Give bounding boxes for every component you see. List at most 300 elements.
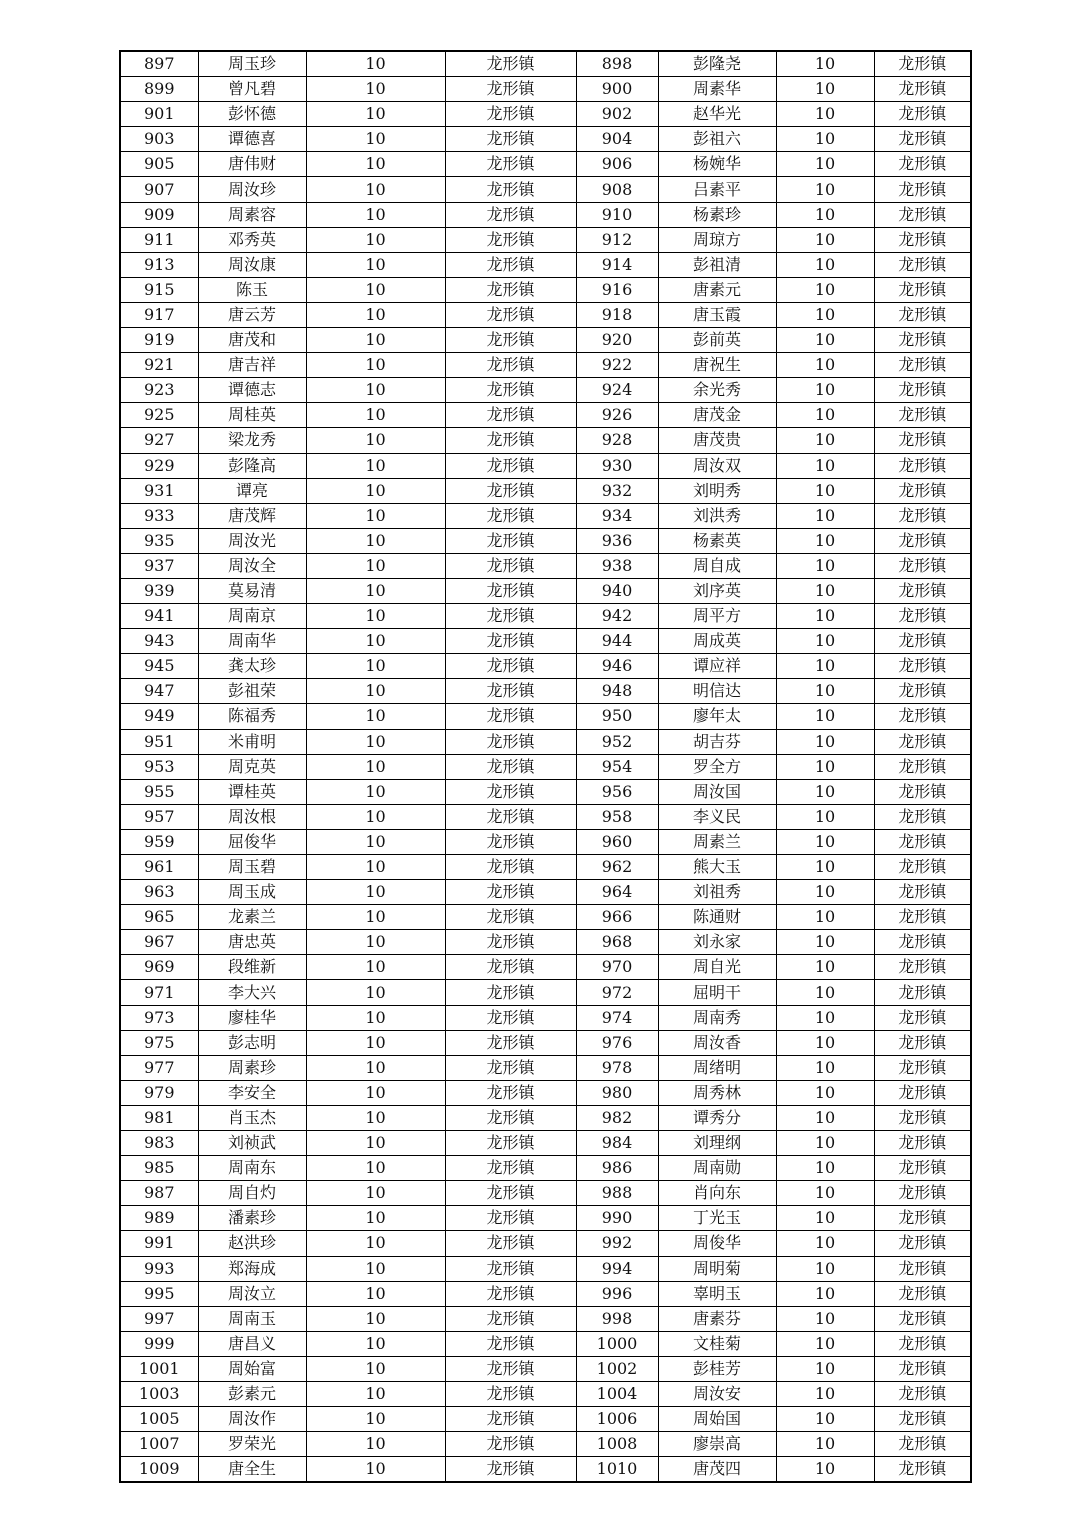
amount-cell: 10	[776, 1206, 874, 1231]
amount-cell: 10	[306, 1306, 445, 1331]
table-row	[120, 654, 971, 679]
amount-cell: 10	[776, 102, 874, 127]
name-cell: 周南东	[198, 1156, 306, 1181]
amount-cell: 10	[776, 252, 874, 277]
serial-number-cell: 899	[120, 77, 198, 102]
serial-number-cell: 980	[576, 1080, 658, 1105]
serial-number-cell: 931	[120, 478, 198, 503]
amount-cell: 10	[776, 629, 874, 654]
name-cell: 周秀林	[658, 1080, 776, 1105]
table-row	[120, 428, 971, 453]
serial-number-cell: 981	[120, 1105, 198, 1130]
name-cell: 邓秀英	[198, 227, 306, 252]
serial-number-cell: 906	[576, 152, 658, 177]
name-cell: 唐茂金	[658, 403, 776, 428]
table-row	[120, 1381, 971, 1406]
name-cell: 陈玉	[198, 277, 306, 302]
name-cell: 周成英	[658, 629, 776, 654]
table-row	[120, 880, 971, 905]
town-cell: 龙形镇	[874, 503, 971, 528]
name-cell: 杨婉华	[658, 152, 776, 177]
name-cell: 彭前英	[658, 328, 776, 353]
name-cell: 文桂菊	[658, 1331, 776, 1356]
amount-cell: 10	[306, 177, 445, 202]
table-row	[120, 1206, 971, 1231]
amount-cell: 10	[306, 1131, 445, 1156]
amount-cell: 10	[306, 152, 445, 177]
serial-number-cell: 913	[120, 252, 198, 277]
table-row	[120, 1457, 971, 1483]
serial-number-cell: 927	[120, 428, 198, 453]
amount-cell: 10	[306, 102, 445, 127]
name-cell: 周玉碧	[198, 855, 306, 880]
amount-cell: 10	[306, 855, 445, 880]
table-row	[120, 1356, 971, 1381]
serial-number-cell: 946	[576, 654, 658, 679]
amount-cell: 10	[306, 1080, 445, 1105]
serial-number-cell: 898	[576, 51, 658, 77]
name-cell: 周琼方	[658, 227, 776, 252]
town-cell: 龙形镇	[874, 578, 971, 603]
name-cell: 屈明干	[658, 980, 776, 1005]
serial-number-cell: 998	[576, 1306, 658, 1331]
amount-cell: 10	[306, 578, 445, 603]
serial-number-cell: 955	[120, 779, 198, 804]
amount-cell: 10	[306, 604, 445, 629]
name-cell: 郑海成	[198, 1256, 306, 1281]
town-cell: 龙形镇	[445, 704, 576, 729]
amount-cell: 10	[306, 955, 445, 980]
town-cell: 龙形镇	[445, 629, 576, 654]
amount-cell: 10	[306, 77, 445, 102]
recipient-table	[119, 50, 972, 1483]
serial-number-cell: 915	[120, 277, 198, 302]
name-cell: 周汝根	[198, 804, 306, 829]
serial-number-cell: 971	[120, 980, 198, 1005]
amount-cell: 10	[306, 1407, 445, 1432]
town-cell: 龙形镇	[445, 302, 576, 327]
name-cell: 唐茂贵	[658, 428, 776, 453]
amount-cell: 10	[776, 1030, 874, 1055]
table-row	[120, 528, 971, 553]
name-cell: 龚太珍	[198, 654, 306, 679]
table-row	[120, 453, 971, 478]
serial-number-cell: 917	[120, 302, 198, 327]
amount-cell: 10	[776, 227, 874, 252]
name-cell: 杨素英	[658, 528, 776, 553]
amount-cell: 10	[306, 453, 445, 478]
town-cell: 龙形镇	[874, 202, 971, 227]
town-cell: 龙形镇	[874, 428, 971, 453]
amount-cell: 10	[306, 980, 445, 1005]
town-cell: 龙形镇	[874, 679, 971, 704]
table-row	[120, 328, 971, 353]
serial-number-cell: 985	[120, 1156, 198, 1181]
name-cell: 唐祝生	[658, 353, 776, 378]
serial-number-cell: 990	[576, 1206, 658, 1231]
serial-number-cell: 897	[120, 51, 198, 77]
town-cell: 龙形镇	[874, 102, 971, 127]
town-cell: 龙形镇	[445, 202, 576, 227]
table-row	[120, 779, 971, 804]
town-cell: 龙形镇	[874, 905, 971, 930]
town-cell: 龙形镇	[874, 1407, 971, 1432]
name-cell: 李安全	[198, 1080, 306, 1105]
serial-number-cell: 973	[120, 1005, 198, 1030]
serial-number-cell: 993	[120, 1256, 198, 1281]
town-cell: 龙形镇	[445, 679, 576, 704]
name-cell: 赵洪珍	[198, 1231, 306, 1256]
town-cell: 龙形镇	[445, 478, 576, 503]
serial-number-cell: 911	[120, 227, 198, 252]
table-row	[120, 930, 971, 955]
serial-number-cell: 1008	[576, 1432, 658, 1457]
serial-number-cell: 929	[120, 453, 198, 478]
amount-cell: 10	[306, 528, 445, 553]
town-cell: 龙形镇	[874, 51, 971, 77]
name-cell: 明信达	[658, 679, 776, 704]
amount-cell: 10	[776, 503, 874, 528]
table-row	[120, 804, 971, 829]
amount-cell: 10	[776, 302, 874, 327]
town-cell: 龙形镇	[445, 227, 576, 252]
town-cell: 龙形镇	[445, 804, 576, 829]
amount-cell: 10	[306, 202, 445, 227]
town-cell: 龙形镇	[445, 1281, 576, 1306]
name-cell: 唐茂辉	[198, 503, 306, 528]
amount-cell: 10	[306, 553, 445, 578]
table-row	[120, 1080, 971, 1105]
amount-cell: 10	[776, 403, 874, 428]
name-cell: 周俊华	[658, 1231, 776, 1256]
table-row	[120, 1256, 971, 1281]
serial-number-cell: 1005	[120, 1407, 198, 1432]
amount-cell: 10	[776, 1432, 874, 1457]
serial-number-cell: 943	[120, 629, 198, 654]
serial-number-cell: 924	[576, 378, 658, 403]
serial-number-cell: 1010	[576, 1457, 658, 1483]
name-cell: 周素华	[658, 77, 776, 102]
amount-cell: 10	[776, 553, 874, 578]
amount-cell: 10	[776, 654, 874, 679]
amount-cell: 10	[776, 1356, 874, 1381]
amount-cell: 10	[776, 1156, 874, 1181]
town-cell: 龙形镇	[874, 930, 971, 955]
serial-number-cell: 925	[120, 403, 198, 428]
town-cell: 龙形镇	[874, 604, 971, 629]
table-row	[120, 1331, 971, 1356]
table-row	[120, 553, 971, 578]
amount-cell: 10	[306, 503, 445, 528]
name-cell: 莫易清	[198, 578, 306, 603]
table-row	[120, 829, 971, 854]
town-cell: 龙形镇	[874, 152, 971, 177]
amount-cell: 10	[776, 930, 874, 955]
table-row	[120, 1407, 971, 1432]
serial-number-cell: 945	[120, 654, 198, 679]
serial-number-cell: 967	[120, 930, 198, 955]
name-cell: 刘序英	[658, 578, 776, 603]
name-cell: 李义民	[658, 804, 776, 829]
name-cell: 周汝国	[658, 779, 776, 804]
serial-number-cell: 976	[576, 1030, 658, 1055]
town-cell: 龙形镇	[445, 754, 576, 779]
amount-cell: 10	[306, 1206, 445, 1231]
amount-cell: 10	[776, 1407, 874, 1432]
name-cell: 肖玉杰	[198, 1105, 306, 1130]
name-cell: 陈福秀	[198, 704, 306, 729]
serial-number-cell: 1003	[120, 1381, 198, 1406]
serial-number-cell: 988	[576, 1181, 658, 1206]
town-cell: 龙形镇	[874, 880, 971, 905]
name-cell: 彭祖六	[658, 127, 776, 152]
table-row	[120, 629, 971, 654]
name-cell: 周素珍	[198, 1055, 306, 1080]
town-cell: 龙形镇	[445, 378, 576, 403]
table-row	[120, 1181, 971, 1206]
table-row	[120, 102, 971, 127]
town-cell: 龙形镇	[874, 1131, 971, 1156]
serial-number-cell: 914	[576, 252, 658, 277]
serial-number-cell: 992	[576, 1231, 658, 1256]
amount-cell: 10	[776, 804, 874, 829]
amount-cell: 10	[306, 1281, 445, 1306]
serial-number-cell: 928	[576, 428, 658, 453]
amount-cell: 10	[306, 1156, 445, 1181]
serial-number-cell: 1002	[576, 1356, 658, 1381]
name-cell: 周自光	[658, 955, 776, 980]
table-row	[120, 127, 971, 152]
table-row	[120, 51, 971, 77]
name-cell: 周玉珍	[198, 51, 306, 77]
name-cell: 唐玉霞	[658, 302, 776, 327]
amount-cell: 10	[306, 679, 445, 704]
name-cell: 余光秀	[658, 378, 776, 403]
town-cell: 龙形镇	[445, 152, 576, 177]
amount-cell: 10	[306, 779, 445, 804]
amount-cell: 10	[776, 378, 874, 403]
serial-number-cell: 972	[576, 980, 658, 1005]
table-row	[120, 77, 971, 102]
serial-number-cell: 944	[576, 629, 658, 654]
table-row	[120, 729, 971, 754]
serial-number-cell: 900	[576, 77, 658, 102]
amount-cell: 10	[776, 704, 874, 729]
serial-number-cell: 947	[120, 679, 198, 704]
amount-cell: 10	[776, 604, 874, 629]
amount-cell: 10	[306, 704, 445, 729]
name-cell: 丁光玉	[658, 1206, 776, 1231]
town-cell: 龙形镇	[874, 729, 971, 754]
town-cell: 龙形镇	[445, 277, 576, 302]
serial-number-cell: 904	[576, 127, 658, 152]
amount-cell: 10	[776, 1181, 874, 1206]
amount-cell: 10	[776, 1080, 874, 1105]
amount-cell: 10	[306, 302, 445, 327]
town-cell: 龙形镇	[874, 1432, 971, 1457]
town-cell: 龙形镇	[874, 277, 971, 302]
name-cell: 刘祖秀	[658, 880, 776, 905]
amount-cell: 10	[306, 51, 445, 77]
serial-number-cell: 968	[576, 930, 658, 955]
name-cell: 唐素芬	[658, 1306, 776, 1331]
amount-cell: 10	[306, 1005, 445, 1030]
name-cell: 周汝作	[198, 1407, 306, 1432]
town-cell: 龙形镇	[445, 428, 576, 453]
name-cell: 唐茂四	[658, 1457, 776, 1483]
amount-cell: 10	[306, 1231, 445, 1256]
name-cell: 周平方	[658, 604, 776, 629]
serial-number-cell: 966	[576, 905, 658, 930]
serial-number-cell: 948	[576, 679, 658, 704]
serial-number-cell: 933	[120, 503, 198, 528]
table-row	[120, 1030, 971, 1055]
town-cell: 龙形镇	[445, 1080, 576, 1105]
table-row	[120, 1131, 971, 1156]
name-cell: 周汝康	[198, 252, 306, 277]
name-cell: 谭德志	[198, 378, 306, 403]
town-cell: 龙形镇	[445, 252, 576, 277]
town-cell: 龙形镇	[874, 1256, 971, 1281]
serial-number-cell: 926	[576, 403, 658, 428]
name-cell: 吕素平	[658, 177, 776, 202]
serial-number-cell: 902	[576, 102, 658, 127]
name-cell: 熊大玉	[658, 855, 776, 880]
table-row	[120, 578, 971, 603]
town-cell: 龙形镇	[874, 353, 971, 378]
serial-number-cell: 949	[120, 704, 198, 729]
name-cell: 刘祯武	[198, 1131, 306, 1156]
amount-cell: 10	[776, 1131, 874, 1156]
town-cell: 龙形镇	[445, 980, 576, 1005]
serial-number-cell: 975	[120, 1030, 198, 1055]
table-row	[120, 604, 971, 629]
serial-number-cell: 984	[576, 1131, 658, 1156]
town-cell: 龙形镇	[445, 127, 576, 152]
amount-cell: 10	[776, 478, 874, 503]
name-cell: 周汝珍	[198, 177, 306, 202]
town-cell: 龙形镇	[874, 378, 971, 403]
name-cell: 彭隆高	[198, 453, 306, 478]
serial-number-cell: 901	[120, 102, 198, 127]
name-cell: 刘理纲	[658, 1131, 776, 1156]
amount-cell: 10	[776, 905, 874, 930]
amount-cell: 10	[776, 1306, 874, 1331]
serial-number-cell: 951	[120, 729, 198, 754]
serial-number-cell: 991	[120, 1231, 198, 1256]
table-row	[120, 855, 971, 880]
table-row	[120, 905, 971, 930]
town-cell: 龙形镇	[874, 1181, 971, 1206]
serial-number-cell: 907	[120, 177, 198, 202]
table-row	[120, 227, 971, 252]
serial-number-cell: 959	[120, 829, 198, 854]
table-row	[120, 1005, 971, 1030]
amount-cell: 10	[776, 754, 874, 779]
name-cell: 谭桂英	[198, 779, 306, 804]
town-cell: 龙形镇	[874, 227, 971, 252]
amount-cell: 10	[306, 905, 445, 930]
town-cell: 龙形镇	[445, 779, 576, 804]
serial-number-cell: 921	[120, 353, 198, 378]
serial-number-cell: 969	[120, 955, 198, 980]
town-cell: 龙形镇	[874, 629, 971, 654]
serial-number-cell: 983	[120, 1131, 198, 1156]
name-cell: 周汝双	[658, 453, 776, 478]
town-cell: 龙形镇	[445, 1356, 576, 1381]
amount-cell: 10	[306, 403, 445, 428]
serial-number-cell: 1000	[576, 1331, 658, 1356]
amount-cell: 10	[306, 1356, 445, 1381]
name-cell: 廖年太	[658, 704, 776, 729]
town-cell: 龙形镇	[445, 604, 576, 629]
serial-number-cell: 979	[120, 1080, 198, 1105]
town-cell: 龙形镇	[874, 177, 971, 202]
amount-cell: 10	[306, 277, 445, 302]
name-cell: 罗全方	[658, 754, 776, 779]
amount-cell: 10	[306, 1030, 445, 1055]
town-cell: 龙形镇	[445, 829, 576, 854]
table-row	[120, 478, 971, 503]
serial-number-cell: 987	[120, 1181, 198, 1206]
amount-cell: 10	[306, 754, 445, 779]
town-cell: 龙形镇	[445, 1005, 576, 1030]
town-cell: 龙形镇	[874, 77, 971, 102]
serial-number-cell: 916	[576, 277, 658, 302]
town-cell: 龙形镇	[445, 578, 576, 603]
town-cell: 龙形镇	[874, 980, 971, 1005]
serial-number-cell: 960	[576, 829, 658, 854]
serial-number-cell: 970	[576, 955, 658, 980]
serial-number-cell: 918	[576, 302, 658, 327]
amount-cell: 10	[776, 127, 874, 152]
name-cell: 谭德喜	[198, 127, 306, 152]
serial-number-cell: 982	[576, 1105, 658, 1130]
serial-number-cell: 908	[576, 177, 658, 202]
name-cell: 杨素珍	[658, 202, 776, 227]
serial-number-cell: 978	[576, 1055, 658, 1080]
town-cell: 龙形镇	[874, 1206, 971, 1231]
serial-number-cell: 909	[120, 202, 198, 227]
serial-number-cell: 941	[120, 604, 198, 629]
serial-number-cell: 950	[576, 704, 658, 729]
amount-cell: 10	[306, 829, 445, 854]
name-cell: 米甫明	[198, 729, 306, 754]
amount-cell: 10	[776, 428, 874, 453]
name-cell: 周南秀	[658, 1005, 776, 1030]
amount-cell: 10	[306, 1055, 445, 1080]
name-cell: 周素容	[198, 202, 306, 227]
amount-cell: 10	[306, 1181, 445, 1206]
serial-number-cell: 997	[120, 1306, 198, 1331]
name-cell: 周南勋	[658, 1156, 776, 1181]
amount-cell: 10	[306, 1256, 445, 1281]
town-cell: 龙形镇	[445, 930, 576, 955]
name-cell: 彭祖荣	[198, 679, 306, 704]
amount-cell: 10	[776, 177, 874, 202]
town-cell: 龙形镇	[874, 754, 971, 779]
town-cell: 龙形镇	[445, 1206, 576, 1231]
serial-number-cell: 936	[576, 528, 658, 553]
town-cell: 龙形镇	[874, 654, 971, 679]
name-cell: 彭祖清	[658, 252, 776, 277]
serial-number-cell: 939	[120, 578, 198, 603]
town-cell: 龙形镇	[874, 1457, 971, 1483]
amount-cell: 10	[306, 1432, 445, 1457]
town-cell: 龙形镇	[874, 1231, 971, 1256]
name-cell: 刘明秀	[658, 478, 776, 503]
table-row	[120, 754, 971, 779]
